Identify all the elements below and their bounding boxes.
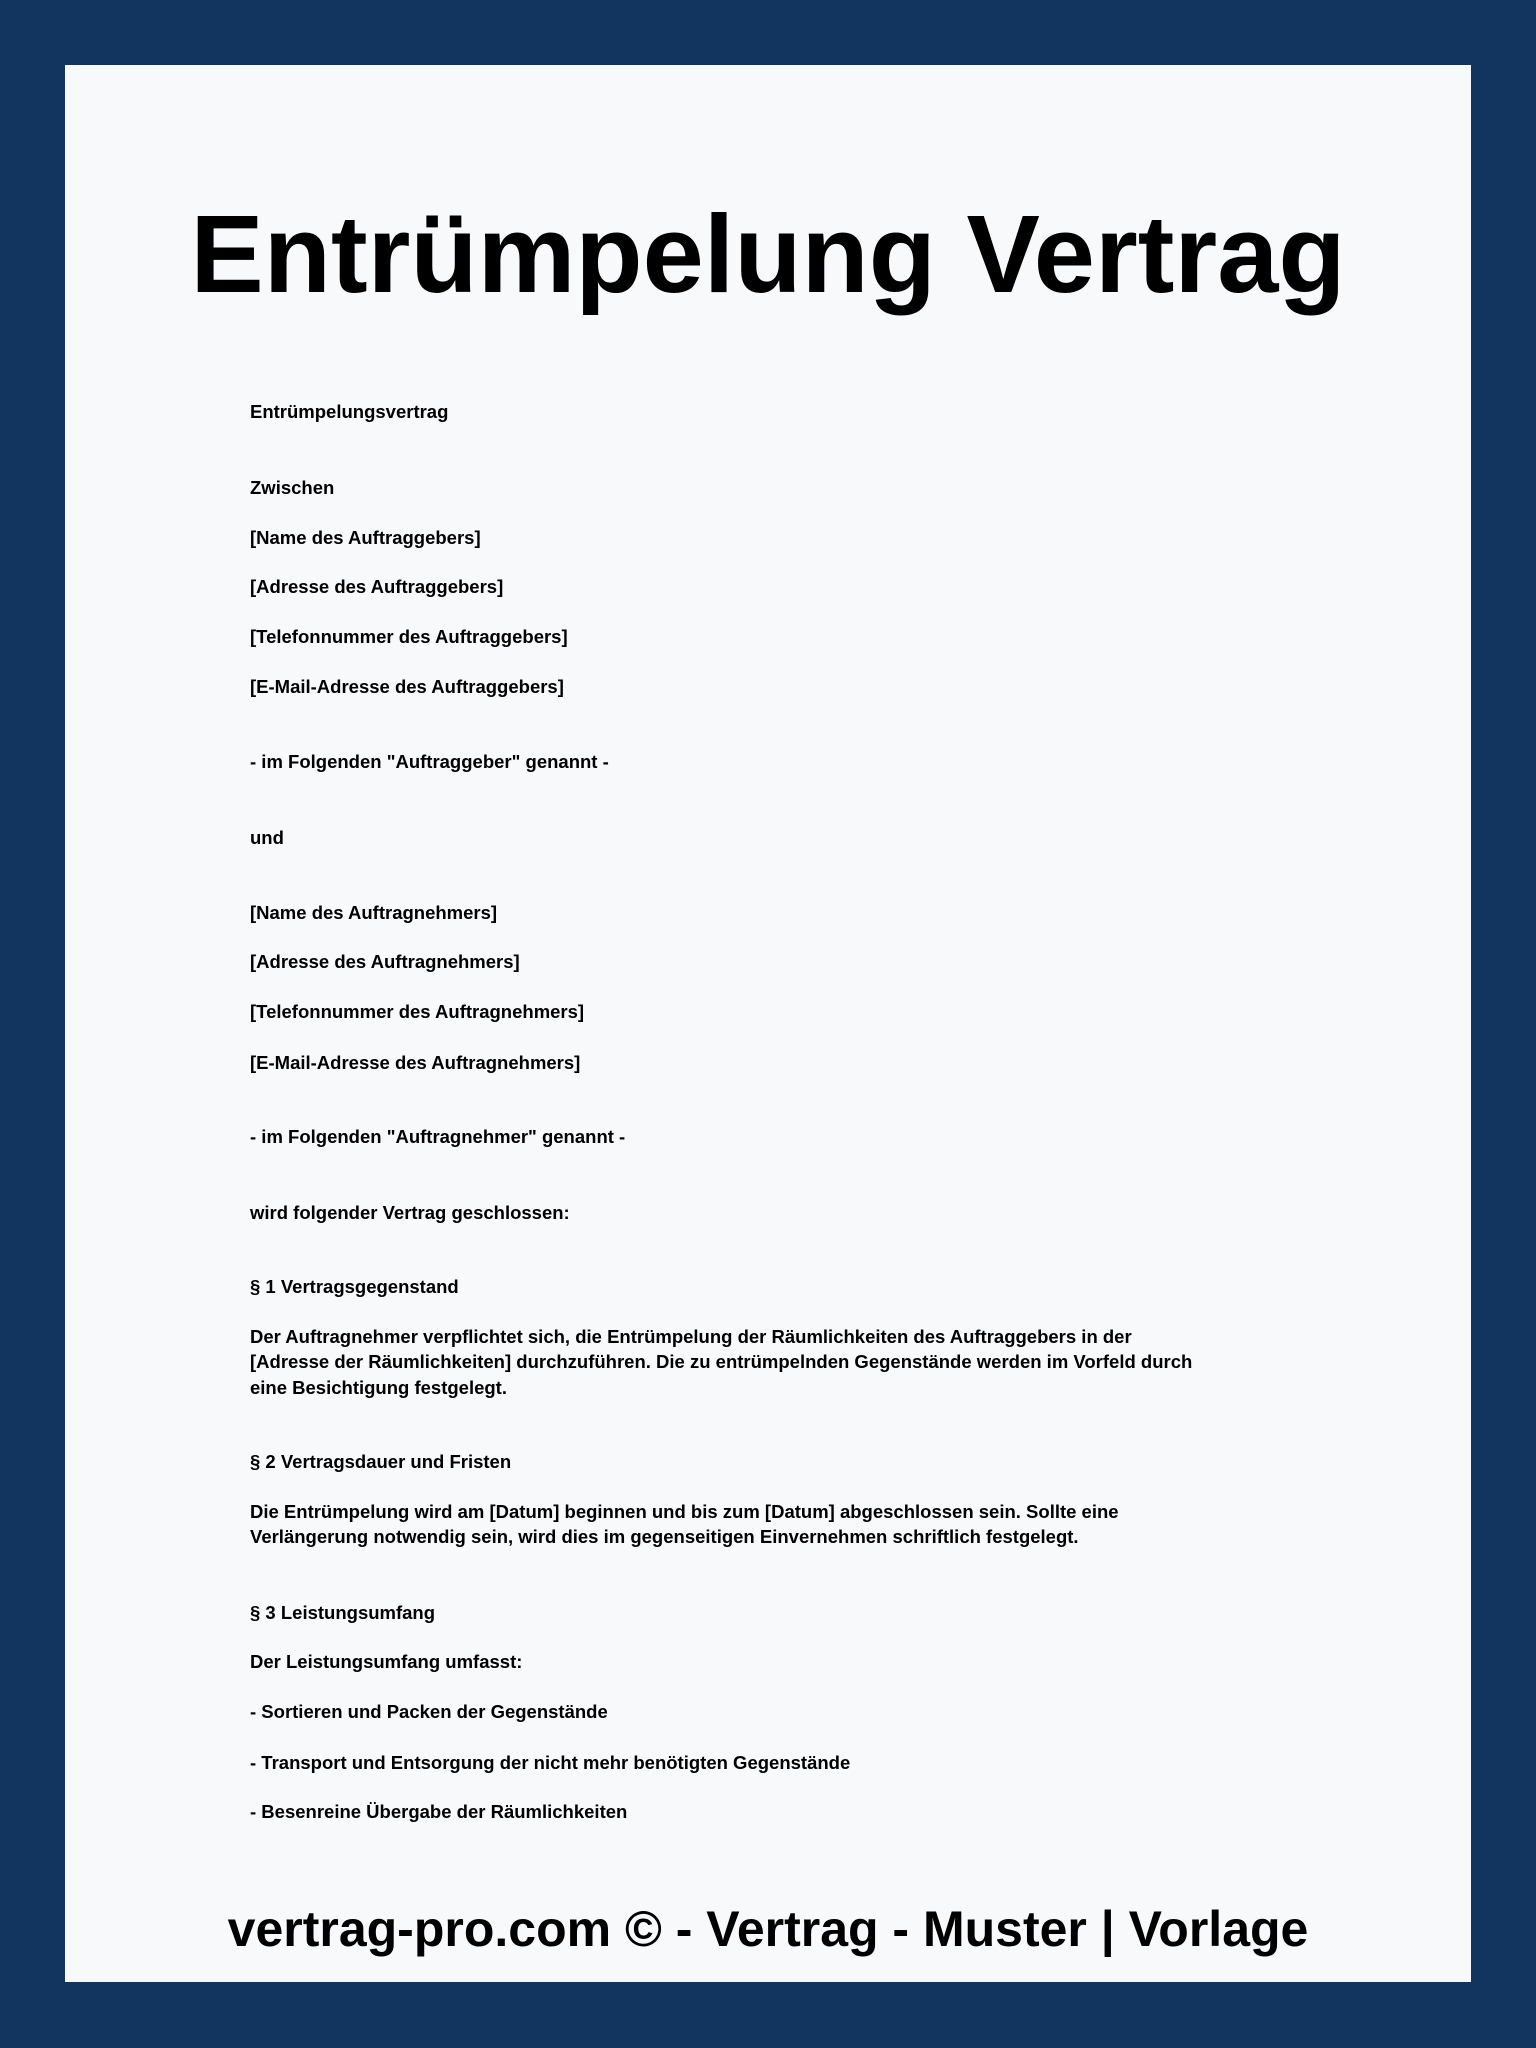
contractor-email: [E-Mail-Adresse des Auftragnehmers]: [250, 1052, 581, 1073]
and-label: und: [250, 827, 284, 848]
contractor-address: [Adresse des Auftragnehmers]: [250, 951, 520, 972]
section-1-text-line: [Adresse der Räumlichkeiten] durchzuführen. Die zu entrümpelnden Gegenstände werden im Vorfeld durch: [250, 1351, 1193, 1372]
section-1-heading: § 1 Vertragsgegenstand: [250, 1276, 459, 1297]
client-email: [E-Mail-Adresse des Auftraggebers]: [250, 676, 564, 697]
client-designation: - im Folgenden "Auftraggeber" genannt -: [250, 751, 609, 772]
section-3-list-item: - Besenreine Übergabe der Räumlichkeiten: [250, 1801, 628, 1822]
section-3-intro: Der Leistungsumfang umfasst:: [250, 1651, 523, 1672]
footer-watermark: vertrag-pro.com © - Vertrag - Muster | Vorlage: [227, 1901, 1309, 1957]
client-name: [Name des Auftraggebers]: [250, 527, 481, 548]
section-2-heading: § 2 Vertragsdauer und Fristen: [250, 1451, 512, 1472]
contract-intro: wird folgender Vertrag geschlossen:: [250, 1202, 570, 1223]
between-label: Zwischen: [250, 477, 335, 498]
section-3-list-item: - Sortieren und Packen der Gegenstände: [250, 1701, 608, 1722]
contractor-phone: [Telefonnummer des Auftragnehmers]: [250, 1001, 585, 1022]
section-2-text-line: Die Entrümpelung wird am [Datum] beginnen und bis zum [Datum] abgeschlossen sein. Sollte eine: [250, 1501, 1119, 1522]
contractor-name: [Name des Auftragnehmers]: [250, 902, 498, 923]
section-1-text-line: Der Auftragnehmer verpflichtet sich, die Entrümpelung der Räumlichkeiten des Auftraggebers in der: [250, 1326, 1132, 1347]
section-1-text-line: eine Besichtigung festgelegt.: [250, 1377, 507, 1398]
section-2-text-line: Verlängerung notwendig sein, wird dies im gegenseitigen Einvernehmen schriftlich festgelegt.: [250, 1526, 1079, 1547]
page-title: Entrümpelung Vertrag: [190, 193, 1346, 316]
client-address: [Adresse des Auftraggebers]: [250, 576, 504, 597]
section-3-heading: § 3 Leistungsumfang: [250, 1602, 436, 1623]
contract-heading: Entrümpelungsvertrag: [250, 401, 449, 422]
section-3-list-item: - Transport und Entsorgung der nicht mehr benötigten Gegenstände: [250, 1752, 851, 1773]
contractor-designation: - im Folgenden "Auftragnehmer" genannt -: [250, 1126, 626, 1147]
client-phone: [Telefonnummer des Auftraggebers]: [250, 626, 568, 647]
